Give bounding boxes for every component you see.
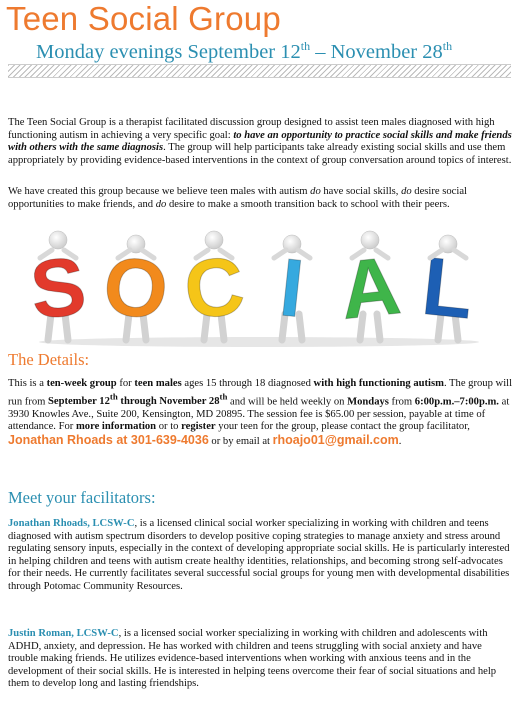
- details-paragraph: This is a ten-week group for teen males ages 15 through 18 diagnosed with high functioning autism. The group will run from September 12th through November 28th and will be held weekly on Mondays from 6:00p.m.–7:00p.m. at 3930 Knowles Ave., Suite 200, Kensington, MD 20895. The session fee is $65.00 per session, payable at time of attendance. For more information or to register your teen for the group, please contact the group facilitator, Jonathan Rhoads at 301-639-4036 or by email at rhoajo01@gmail.com.: [8, 378, 513, 447]
- decorative-divider: [8, 64, 511, 78]
- intro-paragraph-1: The Teen Social Group is a therapist facilitated discussion group designed to assist teen males diagnosed with high functioning autism in achieving a very specific goal: to have an opportunity to practice social skills and make friends with others with the same diagnosis. The group will help participants take already existing social skills and use them appropriately by providing evidence-based interventions in the context of group conversation around topics of interest.: [8, 117, 512, 166]
- letter-figure: [26, 231, 90, 340]
- letter-figure: [336, 231, 404, 340]
- facilitator-bio-1: Jonathan Rhoads, LCSW-C, is a licensed clinical social worker specializing in working with children and teens diagnosed with autism spectrum disorders to develop positive coping strategies to manage anxiety and stress around regulating sensory inputs, especially in the context of developing appropriate social skills. He is particularly interested in helping children and teens with autism create healthy identities, relationships, and becoming strong self-advocates for their needs. He currently facilitates several successful social groups for young men with developmental disabilities through Potomac Community Resources.: [8, 518, 510, 592]
- contact-email-link[interactable]: rhoajo01@gmail.com: [272, 432, 399, 447]
- letter-figure: [99, 235, 172, 340]
- contact-phone: Jonathan Rhoads at 301-639-4036: [8, 432, 209, 447]
- page-subtitle: Monday evenings September 12th – November 28th: [36, 39, 453, 63]
- facilitator-bio-2: Justin Roman, LCSW-C, is a licensed social worker specializing in working with children and adolescents with ADHD, anxiety, and depression. He has worked with children and teens struggling with social anxiety and have trouble making friends. He utilizes evidence-based interventions when working with anxious teens and in the development of their social skills. He is interested in helping teens overcome their fear of social situations and help them to develop long and lasting friendships.: [8, 628, 497, 690]
- social-letter: L: [418, 240, 478, 337]
- letter-figure: [180, 231, 248, 340]
- social-letter: C: [180, 240, 249, 337]
- social-letter: I: [275, 242, 308, 335]
- social-letter: S: [26, 240, 91, 337]
- letter-figure: [274, 235, 310, 340]
- page-title: Teen Social Group: [6, 0, 281, 37]
- social-letters-image: [18, 226, 500, 348]
- social-letter: A: [336, 240, 405, 337]
- facilitators-heading: Meet your facilitators:: [8, 488, 156, 507]
- social-letter: O: [99, 239, 173, 338]
- details-heading: The Details:: [8, 350, 90, 369]
- letter-figure: [418, 235, 477, 340]
- intro-paragraph-2: We have created this group because we believe teen males with autism do have social skills, do desire social opportunities to make friends, and do desire to make a smooth transition back to school with their peers.: [8, 186, 467, 210]
